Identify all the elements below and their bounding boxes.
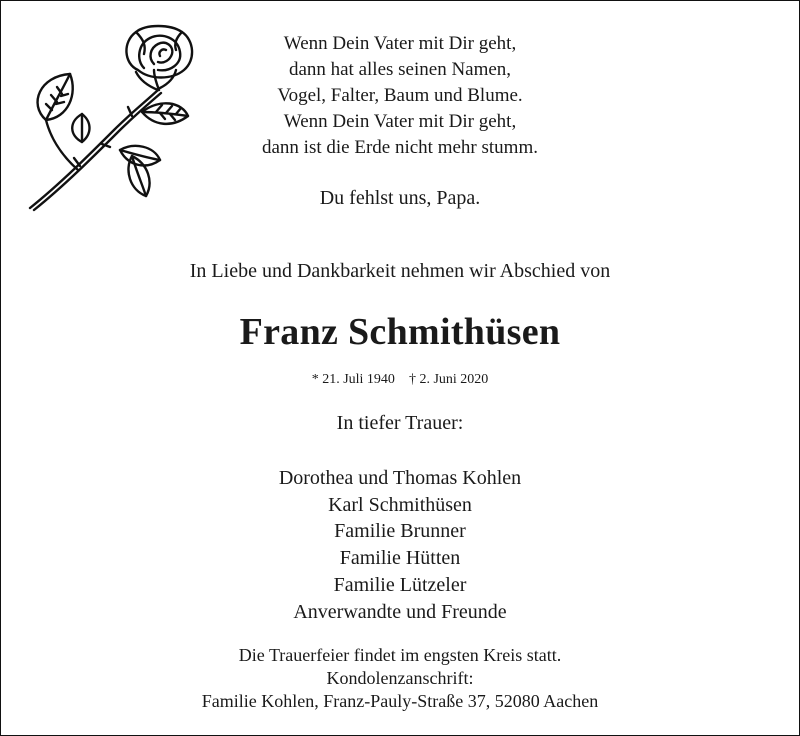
poem [200,31,600,161]
mourner-entry: Anverwandte und Freunde [293,600,507,623]
mourner-entry: Familie Hütten [339,547,461,570]
mourner-entry: Familie Lützeler [333,573,467,596]
mourning-heading: In tiefer Trauer: [336,412,464,434]
poem-line: Wenn Dein Vater mit Dir geht, [283,33,517,54]
birth-date: * 21. Juli 1940 [311,372,395,387]
death-date: † 2. Juni 2020 [408,372,489,387]
farewell-intro: In Liebe und Dankbarkeit nehmen wir Abschied von [189,260,611,282]
rose-icon [20,24,200,214]
poem-line: Vogel, Falter, Baum und Blume. [277,85,523,106]
poem-line: Wenn Dein Vater mit Dir geht, [283,111,517,132]
condolence-address: Familie Kohlen, Franz-Pauly-Straße 37, 52080 Aachen [201,691,599,711]
condolence-label: Kondolenzanschrift: [326,668,474,688]
ceremony-info [0,644,800,713]
deceased-name: Franz Schmithüsen [239,311,561,353]
mourner-entry: Familie Brunner [334,520,466,543]
mourners-list [0,465,800,625]
poem-line: dann ist die Erde nicht mehr stumm. [262,137,538,158]
ceremony-text: Die Trauerfeier findet im engsten Kreis statt. [238,645,562,665]
mourner-entry: Karl Schmithüsen [328,493,472,516]
life-dates [0,370,800,390]
poem-line: dann hat alles seinen Namen, [288,59,512,80]
mourner-entry: Dorothea und Thomas Kohlen [278,467,522,489]
missing-line: Du fehlst uns, Papa. [319,187,481,209]
